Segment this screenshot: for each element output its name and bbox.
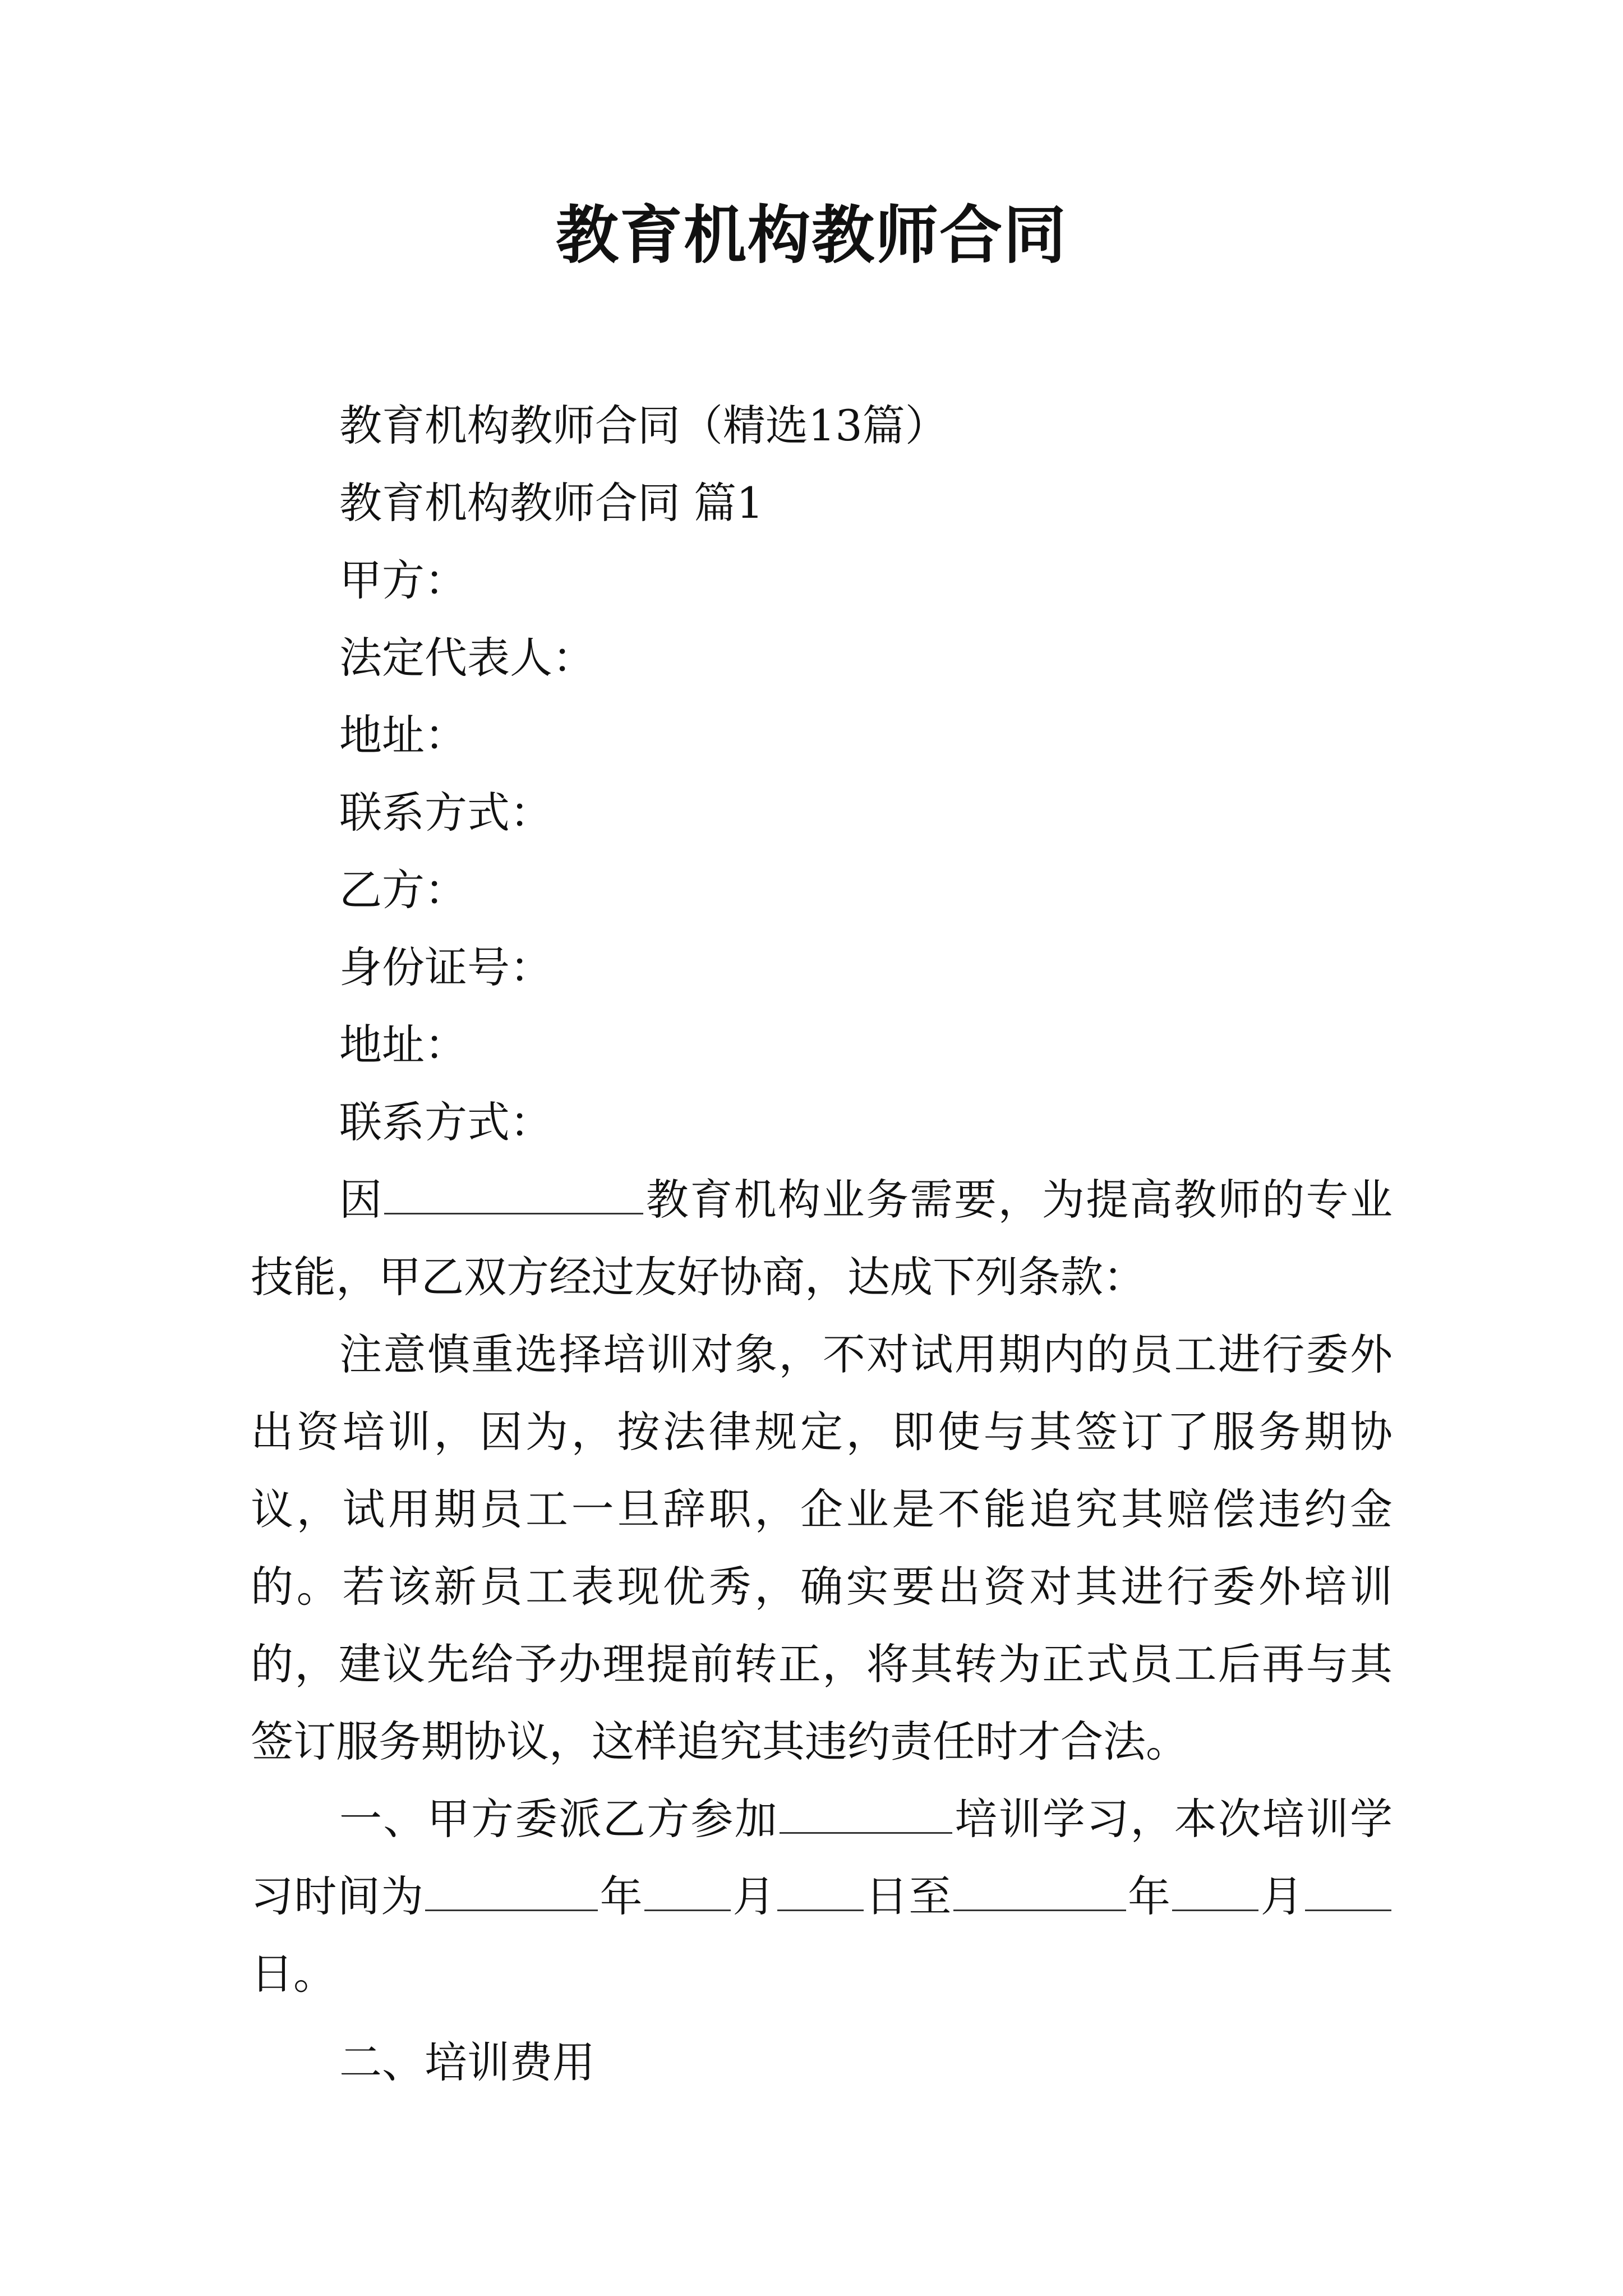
end-month-blank — [1172, 1869, 1258, 1911]
note-paragraph: 注意慎重选择培训对象，不对试用期内的员工进行委外出资培训，因为，按法律规定，即使与其签订了服务期协议，试用期员工一旦辞职，企业是不能追究其赔偿违约金的。若该新员工表现优秀，确实要出资对其进行委外培训的，建议先给予办理提前转正，将其转为正式员工后再与其签订服务期协议，这样追究其违约责任时才合法。 — [251, 1329, 1393, 1766]
clause-1-part1: 一、甲方委派乙方参加 — [339, 1794, 778, 1844]
clause-2-heading: 二、培训费用 — [339, 2037, 595, 2087]
paragraph-spacer — [251, 2013, 1393, 2024]
clause-1-month1: 月 — [732, 1871, 776, 1921]
intro-post: 教育机构业务需要，为提高教师的专业技能，甲乙双方经过友好协商，达成下列条款： — [251, 1175, 1393, 1302]
end-year-blank — [953, 1869, 1126, 1911]
clause-1-month2: 月 — [1260, 1871, 1304, 1921]
start-year-blank — [425, 1869, 598, 1911]
clause-1-day-end: 日。 — [251, 1949, 336, 1999]
party-a-label: 甲方： — [339, 555, 467, 605]
intro-pre: 因 — [339, 1175, 384, 1225]
party-a-contact: 联系方式： — [339, 788, 552, 838]
party-b-id-number: 身份证号： — [339, 942, 552, 992]
institution-name-blank — [384, 1172, 643, 1214]
clause-1-year2: 年 — [1127, 1871, 1172, 1921]
subtitle: 教育机构教师合同（精选13篇） — [339, 401, 948, 450]
training-course-blank — [780, 1792, 952, 1834]
party-a-legal-rep: 法定代表人： — [339, 633, 595, 683]
document-body — [251, 387, 1393, 2101]
start-day-blank — [777, 1869, 864, 1911]
clause-1-year1: 年 — [599, 1871, 644, 1921]
end-day-blank — [1305, 1869, 1391, 1911]
party-a-address: 地址： — [339, 710, 467, 760]
party-b-label: 乙方： — [339, 865, 467, 915]
intro-paragraph — [251, 1161, 1393, 1316]
clause-1-part2: 培训学习，本次培训学习时间为 — [251, 1794, 1393, 1921]
party-b-contact: 联系方式： — [339, 1097, 552, 1147]
section-heading: 教育机构教师合同 篇1 — [339, 478, 764, 528]
document-title: 教育机构教师合同 — [556, 199, 1067, 272]
clause-1-day-to: 日至 — [864, 1871, 952, 1921]
clause-1-paragraph — [251, 1780, 1393, 2013]
party-b-address: 地址： — [339, 1020, 467, 1070]
start-month-blank — [644, 1869, 731, 1911]
